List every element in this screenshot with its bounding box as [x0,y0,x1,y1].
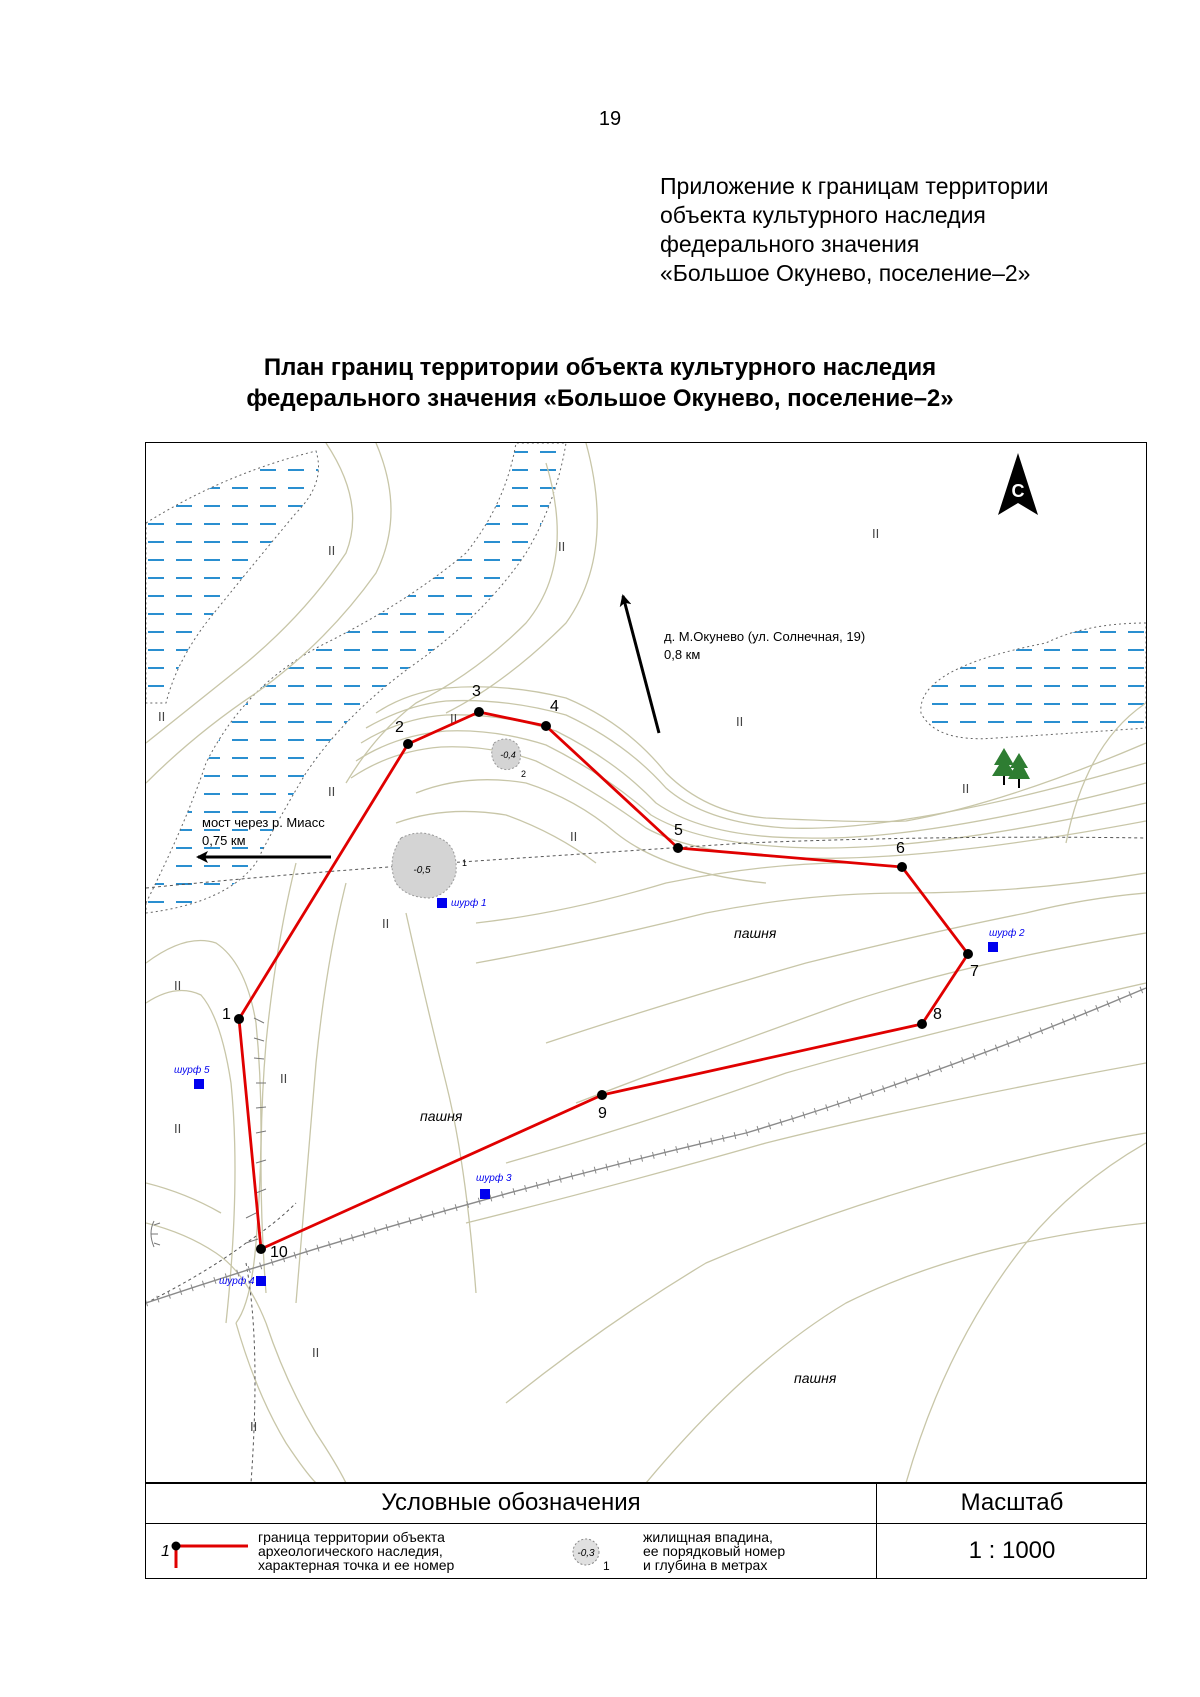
shurf-label: шурф 3 [476,1173,512,1184]
soil-mark: II [328,784,336,799]
soil-mark: II [558,539,566,554]
pit-number-label: 1 [462,858,468,868]
legend-line: граница территории объекта [258,1529,445,1545]
soil-mark: II [450,711,458,726]
legend-line: характерная точка и ее номер [258,1557,455,1573]
appendix-line: федерального значения [660,231,920,257]
boundary[interactable] [222,683,979,1261]
direction-label: мост через р. Миасс [202,815,325,830]
shurf-square [437,898,447,908]
shurf-label: шурф 5 [174,1065,210,1076]
pit-number-label: 2 [521,769,527,779]
legend-line: ее порядковый номер [643,1543,786,1559]
boundary-point-10 [256,1244,288,1261]
legend-title: Условные обозначения [146,1482,876,1524]
soil-mark: II [158,709,166,724]
dwelling-pit-1[interactable] [392,833,467,898]
direction-label: д. М.Окунево (ул. Солнечная, 19) [664,629,866,644]
soil-mark: II [250,1419,258,1434]
land-label: пашня [794,1370,837,1386]
legend-line: и глубина в метрах [643,1557,768,1573]
soil-mark: II [570,829,578,844]
shurf-square [194,1079,204,1089]
boundary-point-8 [917,1006,942,1029]
point-number: 5 [674,822,683,839]
appendix-line: «Большое Окунево, поселение–2» [660,260,1031,286]
soil-mark: II [174,1121,182,1136]
shurf-2 [988,927,1025,952]
legend-pit-depth: -0,3 [577,1548,595,1559]
boundary-point-9 [597,1090,607,1122]
pit-symbol-icon [566,1534,616,1574]
shurf-square [480,1189,490,1199]
point-number: 10 [270,1244,288,1261]
soil-mark: II [872,526,880,541]
legend-line: жилищная впадина, [643,1529,773,1545]
page-number: 19 [598,108,622,130]
map-frame[interactable] [145,442,1147,1484]
land-use-labels [420,925,837,1386]
dwelling-pit-2[interactable] [492,739,526,779]
point-number: 3 [472,683,481,700]
scale-title: Масштаб [876,1482,1147,1524]
shurf-5 [174,1064,210,1089]
soil-mark: II [382,916,390,931]
map-canvas[interactable] [146,443,1146,1483]
soil-mark: II [736,714,744,729]
land-label: пашня [734,925,777,941]
point-number: 1 [222,1006,231,1023]
soil-mark: II [280,1071,288,1086]
scale-value: 1 : 1000 [876,1523,1147,1578]
water-area-right [921,623,1146,739]
boundary-point-5 [673,822,683,853]
legend-symbol-number: 1 [161,1543,170,1560]
pit-depth-label: -0,5 [413,865,431,876]
point-number: 6 [896,840,905,857]
plan-title-line: План границ территории объекта культурного наследия [263,354,937,381]
tree-icon [992,748,1030,788]
shurf-square [988,942,998,952]
shurf-1 [437,897,487,909]
boundary-point-4 [541,698,559,731]
point-number: 9 [598,1105,607,1122]
point-number: 7 [970,963,979,980]
pit-depth-label: -0,4 [500,750,516,760]
legend-line: археологического наследия, [258,1543,443,1559]
legend [145,1482,1147,1579]
shurf-label: шурф 2 [989,928,1025,939]
appendix-line: объекта культурного наследия [660,202,986,228]
soil-mark: II [962,781,970,796]
boundary-point-1 [222,1006,244,1024]
direction-label: 0,8 км [664,647,701,662]
land-label: пашня [420,1108,463,1124]
point-number: 8 [933,1006,942,1023]
shurf-4 [219,1275,266,1287]
boundary-legend-text [258,1530,528,1572]
boundary-point-6 [896,840,907,872]
plan-title-line: федерального значения «Большое Окунево, поселение–2» [246,385,954,412]
boundary-point-3 [472,683,484,717]
soil-mark: II [174,978,182,993]
soil-marks [158,526,969,1434]
shurf-label: шурф 4 [219,1276,255,1287]
appendix-line: Приложение к границам территории [660,173,1049,199]
north-arrow-icon [998,453,1038,515]
point-number: 4 [550,698,559,715]
contour-lines [146,443,1146,1483]
shurf-square [256,1276,266,1286]
railway-line [146,988,1146,1303]
legend-pit-number: 1 [603,1559,610,1573]
boundary-points [222,683,979,1261]
arrow-up-icon [623,596,659,733]
soil-mark: II [328,543,336,558]
north-letter: С [1011,481,1025,501]
soil-mark: II [312,1345,320,1360]
shurf-label: шурф 1 [451,898,487,909]
direction-village [623,596,865,733]
pit-legend-text [643,1530,873,1572]
boundary-point-7 [963,949,979,980]
plan-title [120,352,1080,414]
appendix-header [660,172,1180,288]
point-number: 2 [395,719,404,736]
boundary-symbol-icon [158,1534,268,1574]
direction-label: 0,75 км [202,833,246,848]
shurf-3 [476,1172,512,1199]
